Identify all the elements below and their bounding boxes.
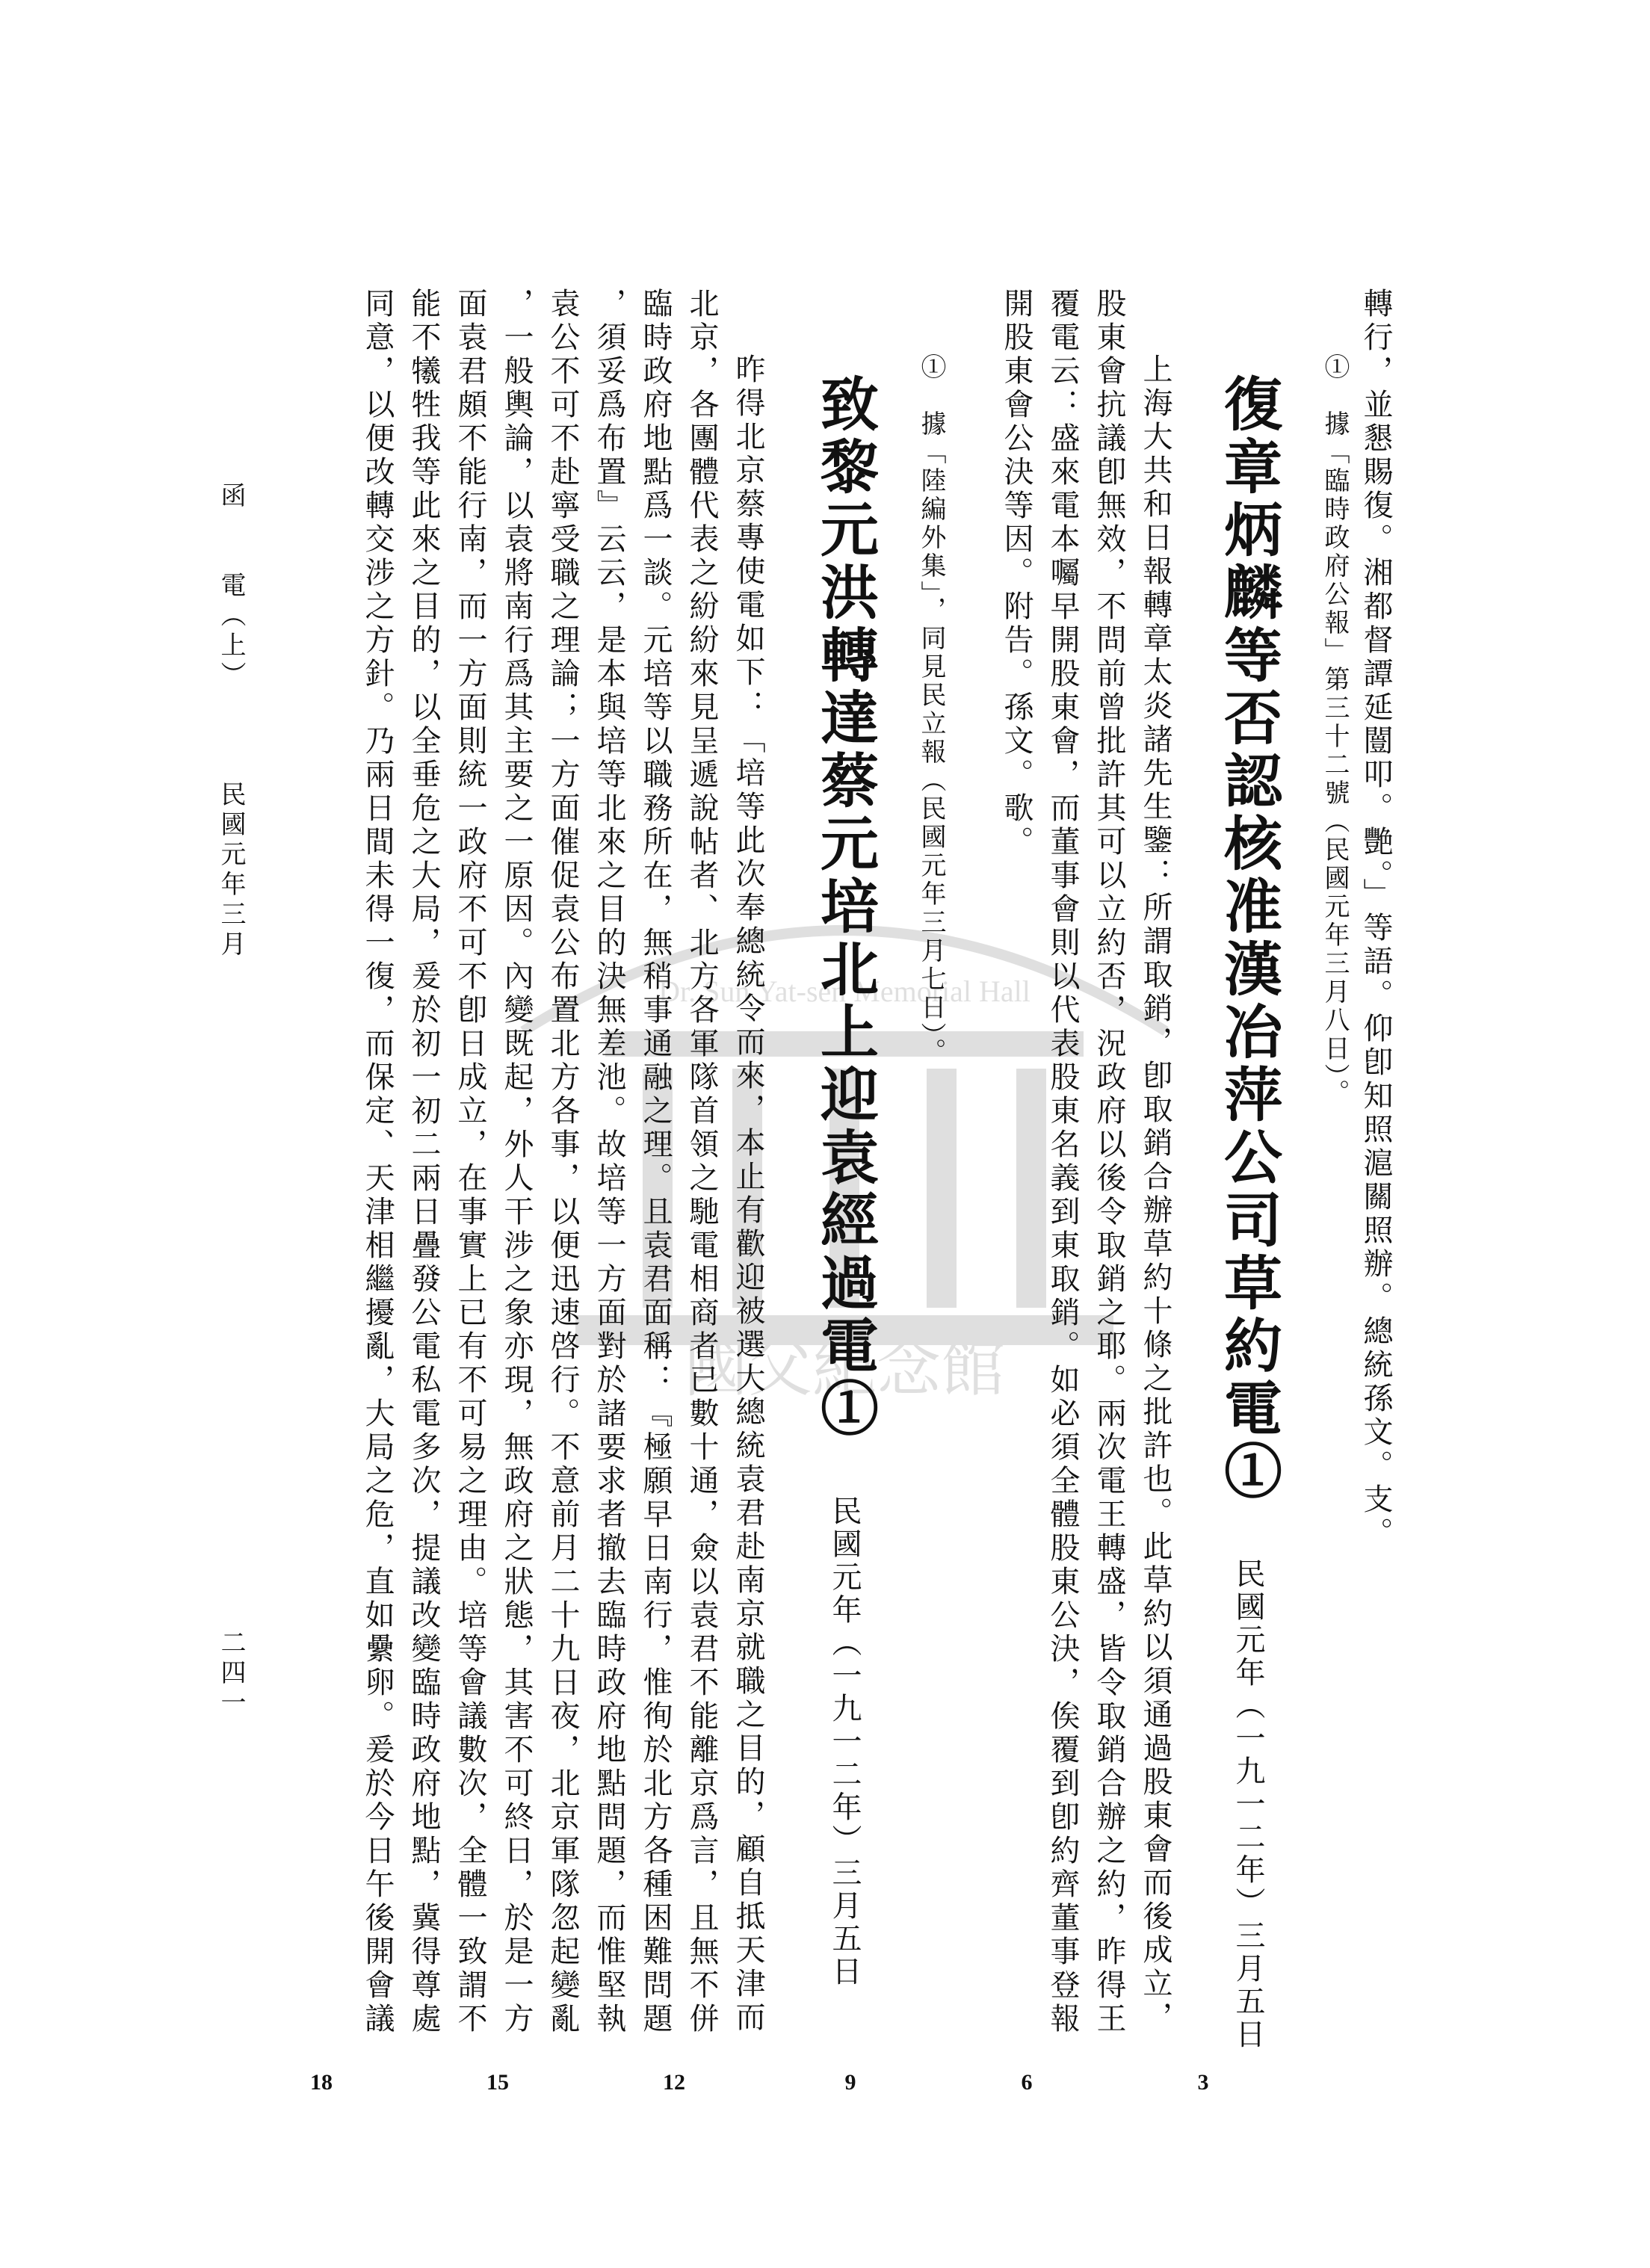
text-column: 覆電云：盛來電本囑早開股東會，而董事會則以代表股東名義到東取銷。如必須全體股東公決，俟覆到卽約齊董事登報 xyxy=(1045,288,1080,2036)
line-number: 3 xyxy=(1197,2070,1209,2095)
text-column: 臨時政府地點爲一談。元培等以職務所在，無稍事通融之理。且袁君面稱：『極願早日南行，惟徇於北方各種困難問題 xyxy=(638,288,673,2036)
footnote-2: ① 據「陸編外集」，同見民立報（民國元年三月七日）。 xyxy=(916,353,946,1066)
line-number: 9 xyxy=(844,2070,856,2095)
text-column: 面袁君頗不能行南，而一方面則統一政府不可不卽日成立，在事實上已有不可易之理由。培等會議數次，全體一致謂不 xyxy=(453,288,487,2036)
text-column: ，須妥爲布置』云云，是本與培等北來之目的決無差池。故培等一方面對於諸要求者撤去臨時政府地點問題，而惟堅執 xyxy=(592,288,626,2036)
title-text: 復章炳麟等否認核准漢冶萍公司草約電① xyxy=(1214,374,1282,1504)
watermark-latin: Dr. Sun Yat-sen Memorial Hall xyxy=(658,974,1031,1008)
text-column: 昨得北京蔡專使電如下：「培等此次奉總統令而來，本止有歡迎被選大總統袁君赴南京就職之目的，顧自抵天津而 xyxy=(731,353,765,2035)
watermark-text: 國父紀念館 xyxy=(684,1331,1005,1406)
footer-category: 函 電（上） xyxy=(216,482,246,691)
footnote-1: ① 據「臨時政府公報」第三十二號（民國元年三月八日）。 xyxy=(1320,353,1350,1107)
title-date: 民國元年（一九一二年）三月五日 xyxy=(1231,1558,1265,2052)
title-date: 民國元年（一九一二年）三月五日 xyxy=(827,1495,862,1989)
text-column: 能不犧牲我等此來之目的，以全垂危之大局，爰於初一初二兩日疊發公電私電多次，提議改變臨時政府地點，冀得尊處 xyxy=(407,288,441,2036)
text-column: 袁公不可不赴寧受職之理論；一方面催促袁公布置北方各事，以便迅速啓行。不意前月二十九日夜，北京軍隊忽起變亂 xyxy=(546,288,580,2036)
text-column: 北京，各團體代表之紛紛來見呈遞說帖者、北方各軍隊首領之馳電相商者已數十通，僉以袁君不能離京爲言，且無不併 xyxy=(685,288,719,2036)
article-title-1 xyxy=(1214,374,1282,2052)
line-number: 15 xyxy=(486,2070,509,2095)
text-column: 轉行，並懇賜復。湘都督譚延闓叩。艷。」等語。仰卽知照滬關照辦。總統孫文。支。 xyxy=(1359,288,1393,1551)
line-number: 18 xyxy=(310,2070,333,2095)
text-column: 上海大共和日報轉章太炎諸先生鑒：所謂取銷，卽取銷合辦草約十條之批許也。此草約以須通過股東會而後成立， xyxy=(1138,353,1172,2035)
title-text: 致黎元洪轉達蔡元培北上迎袁經過電① xyxy=(811,374,879,1441)
footer-date: 民國元年三月 xyxy=(216,781,246,960)
text-column: ，一般輿論，以袁將南行爲其主要之一原因。內變既起，外人干涉之象亦現，無政府之狀態，其害不可終日，於是一方 xyxy=(499,288,534,2036)
line-number: 6 xyxy=(1021,2070,1033,2095)
article-title-2 xyxy=(811,374,878,2018)
text-column: 股東會抗議卽無效，不問前曾批許其可以立約否，況政府以後令取銷之耶。兩次電王轉盛，皆令取銷合辦之約，昨得王 xyxy=(1092,288,1126,2036)
text-column: 開股東會公決等因。附告。孫文。歌。 xyxy=(999,288,1033,859)
text-column: 同意，以便改轉交涉之方針。乃兩日間未得一復，而保定、天津相繼擾亂，大局之危，直如纍卵。爰於今日午後開會議 xyxy=(360,288,395,2036)
line-number: 12 xyxy=(663,2070,685,2095)
page-number: 二四一 xyxy=(216,1629,246,1719)
